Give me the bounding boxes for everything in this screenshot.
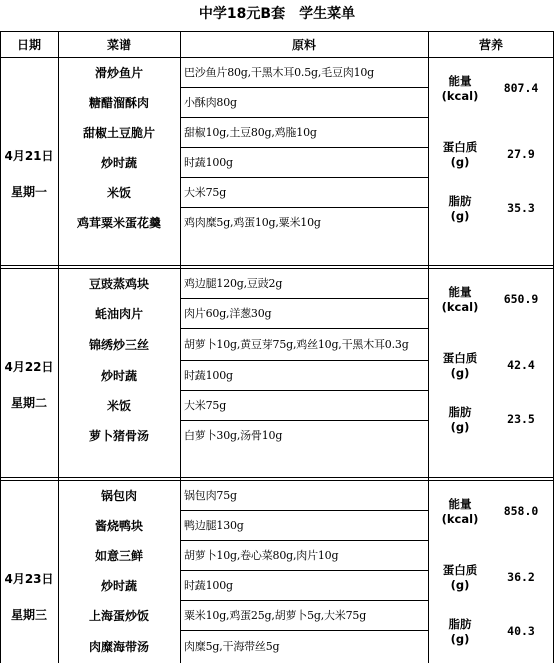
header-date: 日期 [16, 37, 41, 52]
nutrition-value: 42.4 [507, 358, 535, 372]
dish-ingredients: 巴沙鱼片80g,干黑木耳0.5g,毛豆肉10g [184, 65, 375, 79]
dish-name: 炒时蔬 [100, 578, 137, 593]
nutrition-unit: (kcal) [441, 300, 479, 314]
nutrition-label: 蛋白质 [442, 351, 478, 365]
nutrition-unit: (g) [450, 632, 470, 646]
dish-ingredients: 鸡边腿120g,豆豉2g [184, 276, 283, 290]
dish-ingredients: 鸡肉糜5g,鸡蛋10g,粟米10g [184, 215, 321, 229]
nutrition-label: 能量 [448, 497, 472, 511]
nutrition-label: 脂肪 [448, 617, 472, 631]
dish-ingredients: 大米75g [184, 398, 227, 412]
dish-name: 酱烧鸭块 [94, 518, 143, 533]
dish-name: 如意三鲜 [94, 548, 143, 563]
nutrition-value: 35.3 [507, 201, 535, 215]
dish-name: 蚝油肉片 [94, 306, 143, 321]
dish-ingredients: 胡萝卜10g,黄豆芽75g,鸡丝10g,干黑木耳0.3g [184, 337, 409, 351]
day-date: 4月23日 [4, 572, 54, 586]
nutrition-value: 27.9 [507, 147, 535, 161]
nutrition-unit: (g) [450, 366, 470, 380]
dish-ingredients: 鸭边腿130g [184, 518, 244, 532]
nutrition-unit: (g) [450, 420, 470, 434]
nutrition-value: 23.5 [507, 412, 535, 426]
day-weekday: 星期三 [10, 608, 47, 622]
nutrition-unit: (g) [450, 209, 470, 223]
dish-name: 糖醋溜酥肉 [88, 95, 149, 110]
dish-ingredients: 时蔬100g [184, 155, 233, 169]
dish-name: 炒时蔬 [100, 368, 137, 383]
dish-ingredients: 胡萝卜10g,卷心菜80g,肉片10g [184, 548, 339, 562]
dish-name: 甜椒土豆脆片 [82, 125, 155, 140]
dish-name: 米饭 [106, 398, 131, 413]
header-dish: 菜谱 [106, 37, 131, 52]
dish-name: 鸡茸粟米蛋花羹 [76, 215, 161, 230]
nutrition-label: 蛋白质 [442, 140, 478, 154]
dish-ingredients: 时蔬100g [184, 578, 233, 592]
nutrition-label: 蛋白质 [442, 563, 478, 577]
nutrition-label: 脂肪 [448, 405, 472, 419]
nutrition-value: 650.9 [503, 292, 539, 306]
dish-name: 萝卜猪骨汤 [88, 428, 149, 443]
dish-ingredients: 肉片60g,洋葱30g [184, 306, 272, 320]
dish-ingredients: 肉糜5g,干海带丝5g [184, 640, 280, 653]
dish-ingredients: 大米75g [184, 185, 227, 199]
dish-ingredients: 甜椒10g,土豆80g,鸡胣10g [184, 125, 317, 139]
dish-name: 肉糜海带汤 [88, 640, 149, 654]
nutrition-unit: (kcal) [441, 512, 479, 526]
dish-ingredients: 白萝卜30g,汤骨10g [184, 428, 283, 442]
day-date: 4月21日 [4, 149, 54, 163]
nutrition-value: 36.2 [507, 570, 535, 584]
nutrition-unit: (g) [450, 578, 470, 592]
dish-ingredients: 小酥肉80g [184, 95, 237, 109]
nutrition-value: 40.3 [507, 624, 535, 638]
dish-ingredients: 锅包肉75g [184, 488, 237, 502]
dish-ingredients: 粟米10g,鸡蛋25g,胡萝卜5g,大米75g [184, 608, 367, 622]
nutrition-unit: (g) [450, 155, 470, 169]
dish-name: 锅包肉 [100, 488, 137, 503]
dish-name: 上海蛋炒饭 [88, 608, 149, 623]
dish-name: 米饭 [106, 185, 131, 200]
nutrition-value: 858.0 [503, 504, 539, 518]
day-weekday: 星期二 [10, 396, 47, 410]
page-title: 中学18元B套 学生菜单 [198, 6, 356, 22]
nutrition-value: 807.4 [503, 81, 539, 95]
nutrition-label: 脂肪 [448, 194, 472, 208]
header-ingredients: 原料 [291, 37, 316, 52]
header-nutrition: 营养 [478, 37, 503, 52]
dish-name: 豆豉蒸鸡块 [88, 276, 149, 291]
day-weekday: 星期一 [10, 185, 47, 199]
dish-name: 炒时蔬 [100, 155, 137, 170]
nutrition-label: 能量 [448, 285, 472, 299]
dish-ingredients: 时蔬100g [184, 368, 233, 382]
dish-name: 滑炒鱼片 [94, 65, 143, 80]
nutrition-label: 能量 [448, 74, 472, 88]
dish-name: 锦绣炒三丝 [88, 337, 149, 352]
nutrition-unit: (kcal) [441, 89, 479, 103]
day-date: 4月22日 [4, 360, 54, 374]
